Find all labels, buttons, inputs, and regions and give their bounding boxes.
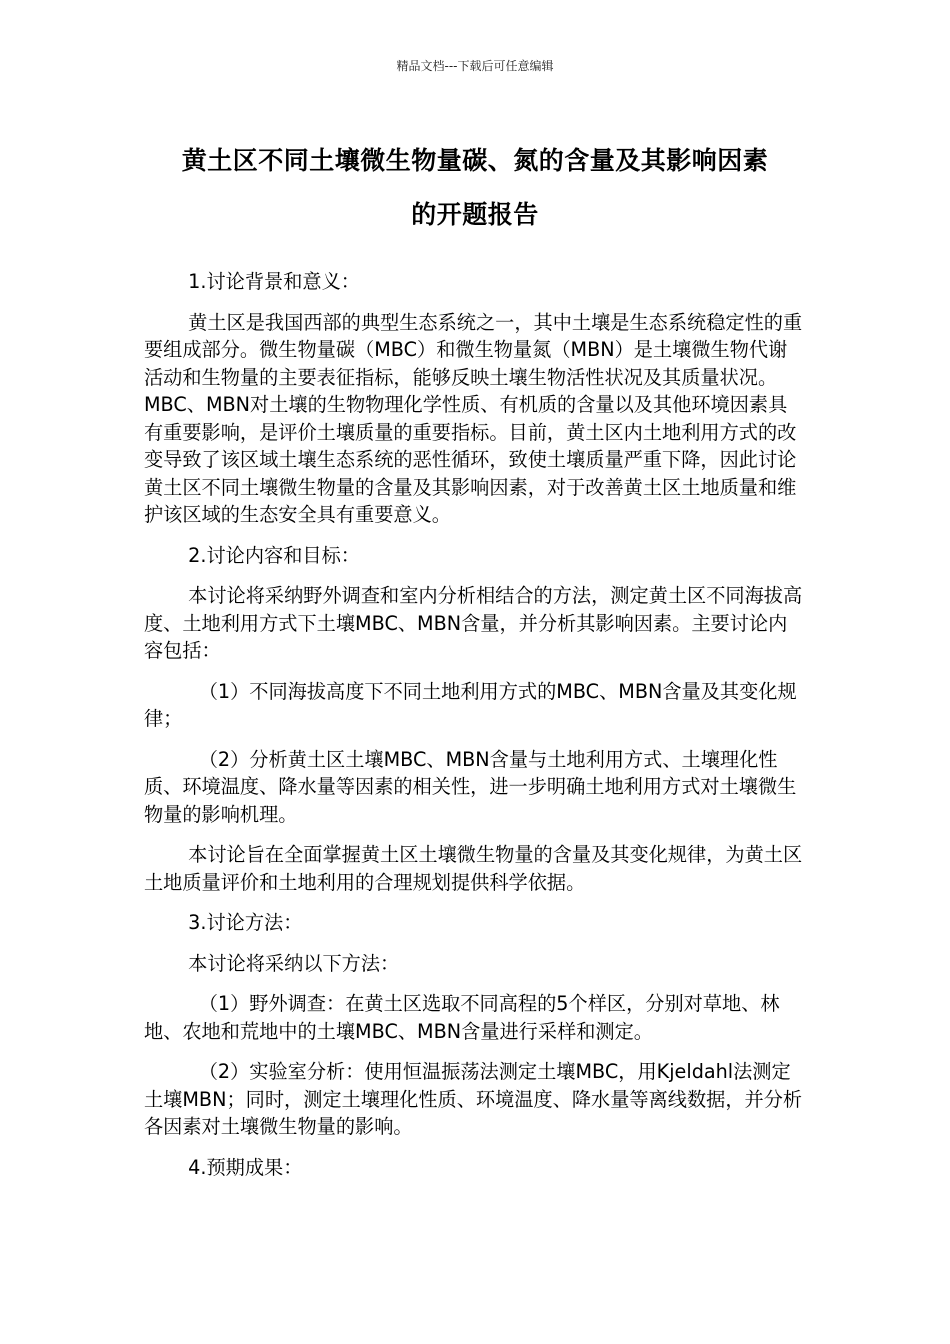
document-title bbox=[138, 134, 812, 242]
title-line-2: 的开题报告 bbox=[411, 200, 539, 229]
paragraph-methods-intro: 本讨论将采纳以下方法： bbox=[188, 951, 400, 975]
list-item-content-1: （1）不同海拔高度下不同土地利用方式的MBC、MBN含量及其变化规律； bbox=[144, 679, 797, 730]
section-heading-background: 1.讨论背景和意义： bbox=[188, 270, 360, 293]
list-item-method-1: （1）野外调查：在黄土区选取不同高程的5个样区，分别对草地、林地、农地和荒地中的土壤MBC、MBN含量进行采样和测定。 bbox=[144, 992, 780, 1043]
paragraph-content-intro: 本讨论将采纳野外调查和室内分析相结合的方法，测定黄土区不同海拔高度、土地利用方式下土壤MBC、MBN含量，并分析其影响因素。主要讨论内容包括： bbox=[144, 584, 803, 662]
section-heading-methods: 3.讨论方法： bbox=[188, 911, 303, 934]
section-heading-content-goals: 2.讨论内容和目标： bbox=[188, 543, 360, 567]
paragraph-background: 黄土区是我国西部的典型生态系统之一，其中土壤是生态系统稳定性的重要组成部分。微生物量碳（MBC）和微生物量氮（MBN）是土壤微生物代谢活动和生物量的主要表征指标，能够反映土壤生物活性状况及其质量状况。MBC、MBN对土壤的生物物理化学性质、有机质的含量以及其他环境因素具有重要影响，是评价土壤质量的重要指标。目前，黄土区内土地利用方式的改变导致了该区域土壤生态系统的恶性循环，致使土壤质量严重下降，因此讨论黄土区不同土壤微生物量的含量及其影响因素，对于改善黄土区土地质量和维护该区域的生态安全具有重要意义。 bbox=[144, 310, 803, 526]
header-watermark: 精品文档---下载后可任意编辑 bbox=[396, 59, 554, 73]
list-item-method-2: （2）实验室分析：使用恒温振荡法测定土壤MBC，用Kjeldahl法测定土壤MBN；同时，测定土壤理化性质、环境温度、降水量等离线数据，并分析各因素对土壤微生物量的影响。 bbox=[144, 1060, 803, 1138]
title-line-1: 黄土区不同土壤微生物量碳、氮的含量及其影响因素 bbox=[181, 146, 769, 175]
list-item-content-2: （2）分析黄土区土壤MBC、MBN含量与土地利用方式、土壤理化性质、环境温度、降水量等因素的相关性，进一步明确土地利用方式对土壤微生物量的影响机理。 bbox=[144, 747, 797, 826]
section-heading-expected-results: 4.预期成果： bbox=[188, 1155, 303, 1179]
document-body bbox=[144, 268, 806, 1194]
paragraph-content-aim: 本讨论旨在全面掌握黄土区土壤微生物量的含量及其变化规律，为黄土区土地质量评价和土地利用的合理规划提供科学依据。 bbox=[144, 843, 803, 894]
